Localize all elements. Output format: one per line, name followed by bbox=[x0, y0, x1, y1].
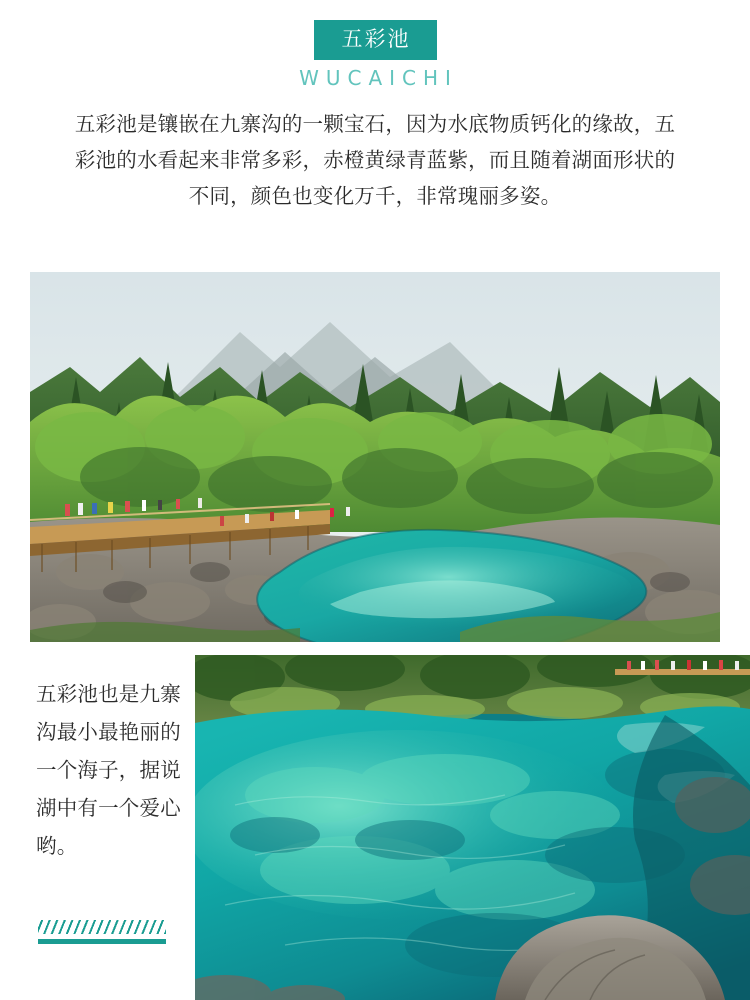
main-photo bbox=[30, 272, 720, 642]
lower-photo bbox=[195, 655, 750, 1000]
hatch-stripes bbox=[38, 920, 166, 934]
hatched-accent-decoration bbox=[38, 920, 166, 946]
page-title: 五彩池 bbox=[314, 20, 437, 60]
hatch-bar bbox=[38, 939, 166, 944]
page-subtitle: WUCAICHI bbox=[299, 66, 458, 90]
page-header bbox=[0, 0, 750, 90]
lower-section bbox=[0, 655, 750, 1000]
lower-caption: 五彩池也是九寨沟最小最艳丽的一个海子，据说湖中有一个爱心哟。 bbox=[36, 682, 181, 858]
intro-paragraph: 五彩池是镶嵌在九寨沟的一颗宝石，因为水底物质钙化的缘故，五彩池的水看起来非常多彩，赤橙黄绿青蓝紫，而且随着湖面形状的不同，颜色也变化万千，非常瑰丽多姿。 bbox=[74, 112, 676, 208]
